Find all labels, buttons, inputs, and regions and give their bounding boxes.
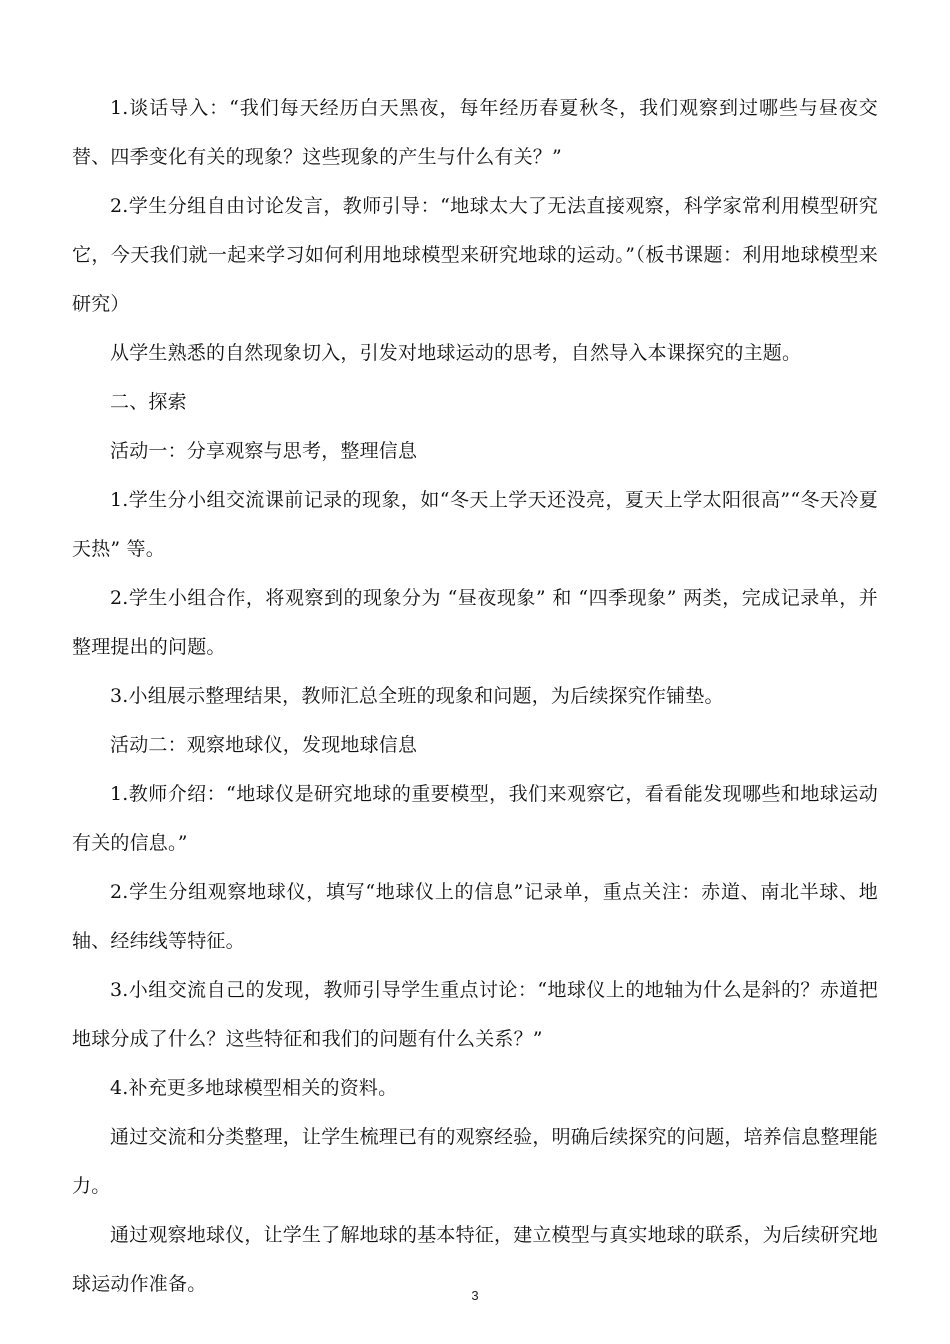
activity-two-step-1: 1.教师介绍：“地球仪是研究地球的重要模型，我们来观察它，看看能发现哪些和地球运动有关的信息。” <box>72 783 878 854</box>
section-heading-explore: 二、探索 <box>110 391 187 413</box>
paragraph-intro-talk: 1.谈话导入：“我们每天经历白天黑夜，每年经历春夏秋冬，我们观察到过哪些与昼夜交替、四季变化有关的现象？这些现象的产生与什么有关？” <box>72 97 878 168</box>
activity-two-step-3: 3.小组交流自己的发现，教师引导学生重点讨论：“地球仪上的地轴为什么是斜的？赤道把地球分成了什么？这些特征和我们的问题有什么关系？” <box>72 979 878 1050</box>
design-rationale-2: 通过观察地球仪，让学生了解地球的基本特征，建立模型与真实地球的联系，为后续研究地球运动作准备。 <box>72 1224 879 1295</box>
design-rationale-1: 通过交流和分类整理，让学生梳理已有的观察经验，明确后续探究的问题，培养信息整理能力。 <box>72 1126 879 1197</box>
paragraph-intro-rationale: 从学生熟悉的自然现象切入，引发对地球运动的思考，自然导入本课探究的主题。 <box>110 342 802 364</box>
page-number: 3 <box>471 1288 479 1303</box>
activity-one-step-3: 3.小组展示整理结果，教师汇总全班的现象和问题，为后续探究作铺垫。 <box>110 685 724 707</box>
activity-two-heading: 活动二：观察地球仪，发现地球信息 <box>110 734 418 756</box>
paragraph-group-discussion: 2.学生分组自由讨论发言，教师引导：“地球太大了无法直接观察，科学家常利用模型研究它，今天我们就一起来学习如何利用地球模型来研究地球的运动。”（板书课题：利用地球模型来研究） <box>72 195 878 315</box>
activity-two-step-2: 2.学生分组观察地球仪，填写“地球仪上的信息”记录单，重点关注：赤道、南北半球、地轴、经纬线等特征。 <box>72 881 878 952</box>
activity-one-heading: 活动一：分享观察与思考，整理信息 <box>110 440 418 462</box>
activity-one-step-2: 2.学生小组合作，将观察到的现象分为 “昼夜现象” 和 “四季现象” 两类，完成记录单，并整理提出的问题。 <box>72 587 878 658</box>
document-body <box>72 84 878 1309</box>
activity-two-step-4: 4.补充更多地球模型相关的资料。 <box>110 1077 398 1099</box>
activity-one-step-1: 1.学生分小组交流课前记录的现象，如“冬天上学天还没亮，夏天上学太阳很高”“冬天冷夏天热” 等。 <box>72 489 878 560</box>
